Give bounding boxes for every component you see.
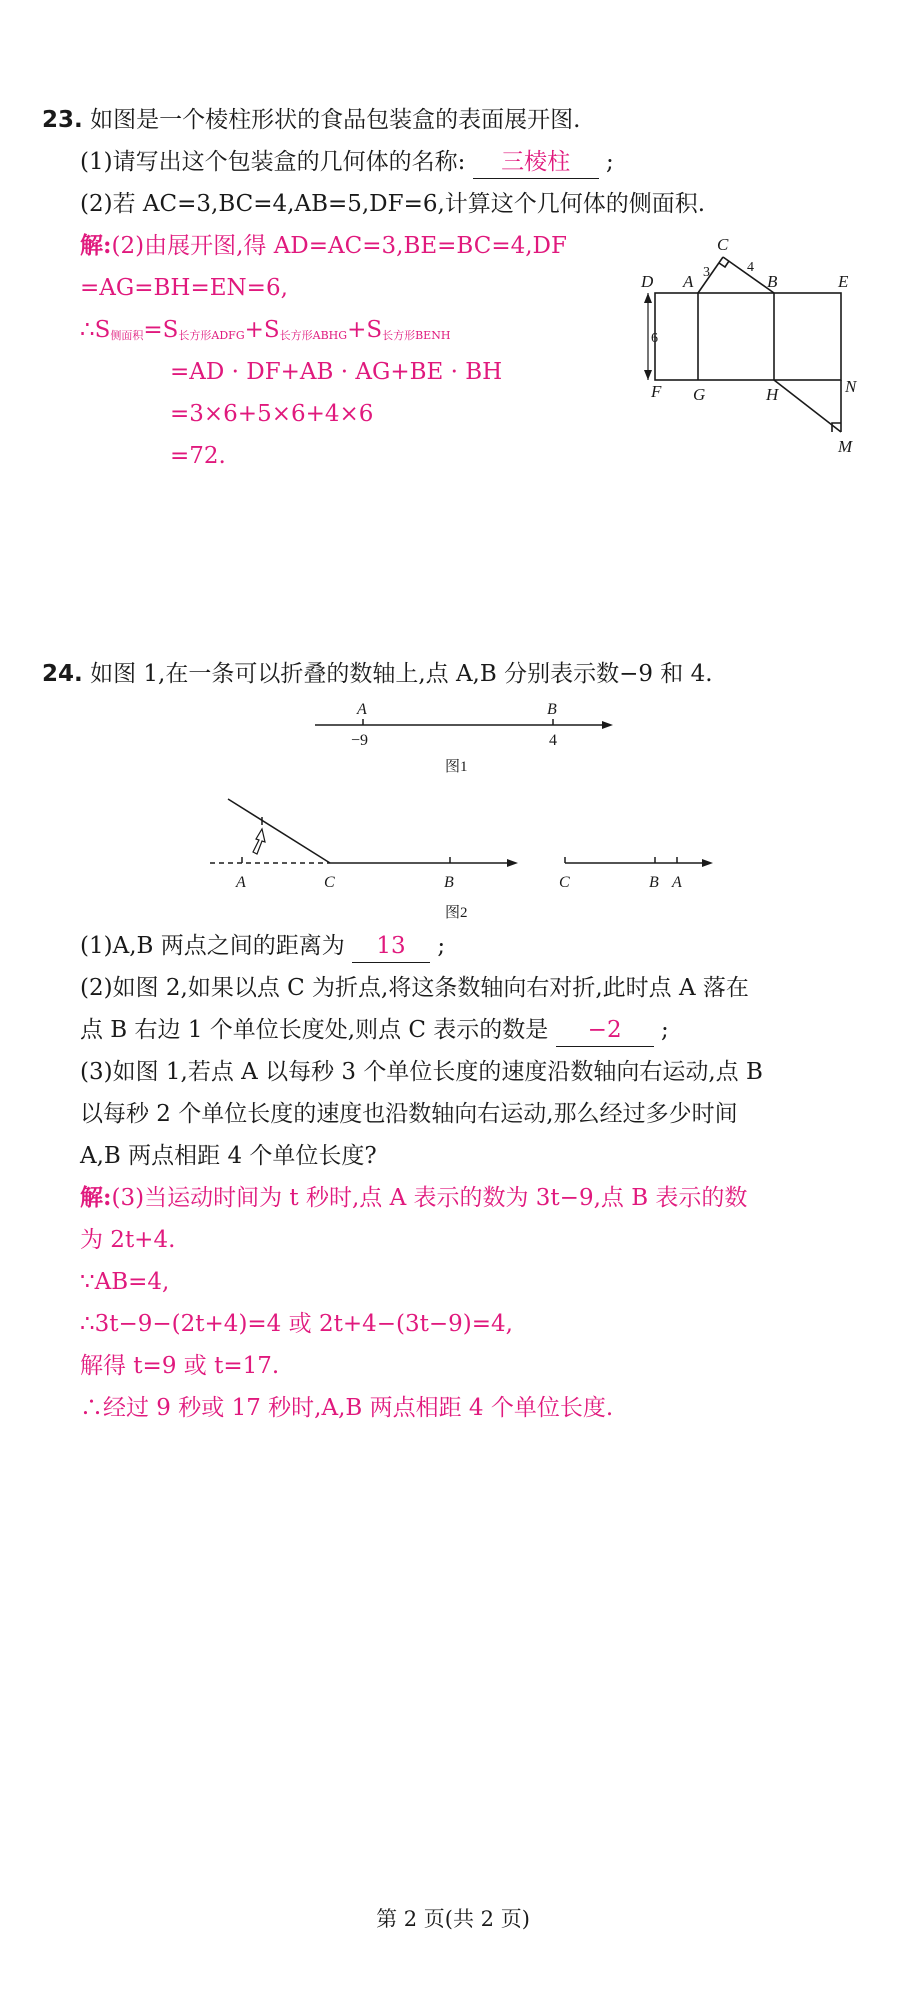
fig2-folded-part (228, 799, 330, 863)
fig2-right-label-b: B (649, 874, 659, 891)
q23-stem (42, 104, 580, 136)
q23-s-mid3: +S (347, 317, 383, 343)
q23-s-sub3: 长方形ABHG (279, 329, 348, 342)
q24-part2-line2 (80, 1014, 669, 1047)
q23-stem-text: 如图是一个棱柱形状的食品包装盒的表面展开图. (90, 107, 581, 133)
fig2-caption: 图2 (445, 905, 468, 921)
fig2-fold-arrow-icon (253, 829, 265, 854)
q23-number: 23. (42, 107, 83, 133)
page-footer: 第 2 页(共 2 页) (376, 1907, 530, 1931)
q24-solution-label: 解: (80, 1184, 112, 1211)
q23-part1 (80, 146, 614, 179)
net-line-ac (698, 257, 723, 293)
q24-solution-line6: ∴经过 9 秒或 17 秒时,A,B 两点相距 4 个单位长度. (80, 1395, 614, 1421)
q23-solution-line4: =AD · DF+AB · AG+BE · BH (170, 359, 503, 385)
net-label-d: D (641, 272, 654, 291)
net-line-hm (774, 380, 841, 432)
q23-solution-line3 (80, 314, 450, 352)
q24-stem-text: 如图 1,在一条可以折叠的数轴上,点 A,B 分别表示数−9 和 4. (90, 661, 713, 687)
net-dim-arrow-bottom (644, 370, 652, 380)
q23-solution-line2: =AG=BH=EN=6, (80, 275, 288, 301)
q24-part1-answer: 13 (352, 930, 430, 963)
q24-number: 24. (42, 661, 83, 687)
q24-stem (42, 658, 713, 690)
q23-solution-line1 (80, 230, 567, 262)
net-label-e: E (838, 272, 849, 291)
q24-part3-line2: 以每秒 2 个单位长度的速度也沿数轴向右运动,那么经过多少时间 (80, 1101, 738, 1127)
fig1-label-a: A (357, 701, 367, 718)
q24-solution-line4: ∴3t−9−(2t+4)=4 或 2t+4−(3t−9)=4, (80, 1311, 513, 1337)
fig2-right-axis-arrow (702, 859, 713, 867)
net-label-a: A (683, 272, 694, 291)
fig1-caption: 图1 (445, 759, 468, 775)
net-len-df: 6 (651, 331, 658, 346)
q24-solution-text1: (3)当运动时间为 t 秒时,点 A 表示的数为 3t−9,点 B 表示的数 (111, 1185, 748, 1211)
q23-s-sub2: 长方形ADFG (178, 329, 245, 342)
net-label-f: F (651, 382, 662, 401)
q23-solution-text1: (2)由展开图,得 AD=AC=3,BE=BC=4,DF (111, 233, 567, 259)
fig2-axis-arrow (507, 859, 518, 867)
q23-s-sub4: 长方形BENH (382, 329, 451, 342)
q23-s-mid2: +S (244, 317, 280, 343)
fig1-value-b: 4 (549, 732, 557, 749)
q24-solution-line1 (80, 1182, 747, 1214)
q24-part3-line1: (3)如图 1,若点 A 以每秒 3 个单位长度的速度沿数轴向右运动,点 B (80, 1059, 763, 1085)
q23-part1-answer: 三棱柱 (473, 146, 599, 179)
q24-part1-prefix: (1)A,B 两点之间的距离为 (80, 933, 345, 959)
fig1-axis-arrow (602, 721, 613, 729)
q24-part2-answer: −2 (556, 1014, 654, 1047)
q24-solution-line5: 解得 t=9 或 t=17. (80, 1353, 280, 1379)
fig2-right-label-c: C (559, 874, 570, 891)
q23-part1-prefix: (1)请写出这个包装盒的几何体的名称: (80, 149, 466, 175)
q24-part2-prefix: 点 B 右边 1 个单位长度处,则点 C 表示的数是 (80, 1017, 549, 1043)
net-dim-arrow-top (644, 293, 652, 303)
fig1-label-b: B (547, 701, 557, 718)
q24-solution-line2: 为 2t+4. (80, 1227, 176, 1253)
fig2-right-label-a: A (672, 874, 682, 891)
q23-solution-line6: =72. (170, 443, 226, 469)
q24-figure2 (200, 795, 720, 930)
net-label-g: G (693, 385, 706, 404)
q24-part2-suffix: ; (660, 1017, 669, 1043)
q23-s-sub1: 侧面积 (110, 329, 144, 342)
fig2-label-a: A (236, 874, 246, 891)
net-label-m: M (838, 437, 853, 456)
net-len-bc: 4 (747, 260, 754, 275)
q24-solution-line3: ∵AB=4, (80, 1269, 170, 1295)
q23-s-pre: ∴S (80, 317, 111, 343)
fig1-value-a: −9 (351, 732, 369, 749)
net-outer-rect (655, 293, 841, 380)
fig2-label-b: B (444, 874, 454, 891)
q23-solution-label: 解: (80, 232, 112, 259)
net-label-b: B (767, 272, 778, 291)
net-label-c: C (717, 235, 729, 254)
q23-part2: (2)若 AC=3,BC=4,AB=5,DF=6,计算这个几何体的侧面积. (80, 191, 706, 217)
q23-s-mid1: =S (143, 317, 179, 343)
net-label-n: N (845, 377, 857, 396)
q24-part1-suffix: ; (437, 933, 446, 959)
net-len-ac: 3 (703, 265, 710, 280)
q23-part1-suffix: ; (605, 149, 614, 175)
q23-net-figure (640, 230, 870, 460)
q24-part2-line1: (2)如图 2,如果以点 C 为折点,将这条数轴向右对折,此时点 A 落在 (80, 975, 749, 1001)
q23-solution-line5: =3×6+5×6+4×6 (170, 401, 374, 427)
net-label-h: H (766, 385, 779, 404)
fig2-label-c: C (324, 874, 335, 891)
q24-part1 (80, 930, 445, 963)
q24-part3-line3: A,B 两点相距 4 个单位长度? (80, 1143, 377, 1169)
q24-figure1 (305, 695, 625, 775)
